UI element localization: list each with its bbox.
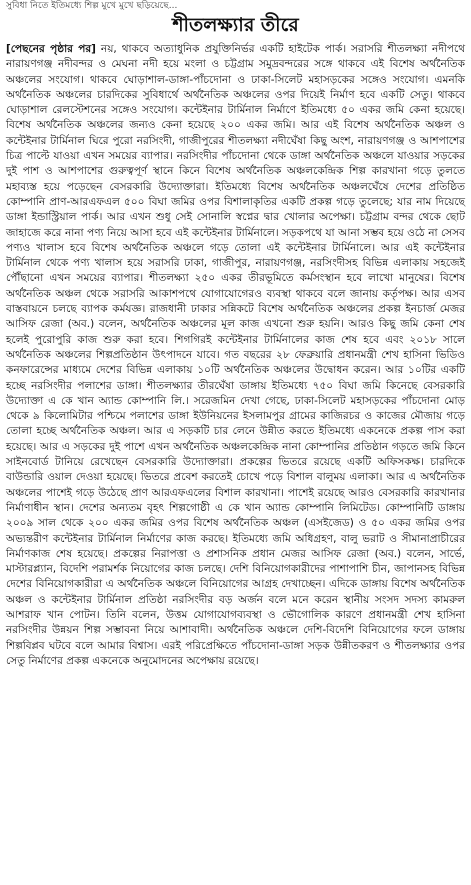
continuation-label: [পেছনের পৃষ্ঠার পর] [6,43,96,55]
article-headline: শীতলক্ষ্যার তীরে [172,14,299,36]
article-body [6,42,465,669]
article-body-text: নয়, থাকবে অত্যাধুনিক প্রযুক্তিনির্ভর একটি হাইটেক পার্ক। সরাসরি শীতলক্ষ্যা নদীপথে নারায়ণগঞ্জ নদীবন্দর ও মেঘনা নদী হয়ে মংলা ও চট্টগ্রাম সমুদ্রবন্দরের সঙ্গে থাকবে এই বিশেষ অর্থনৈতিক অঞ্চলের সংযোগ। থাকবে ঘোড়াশাল-ডাঙ্গা-পাঁচদোনা ও ঢাকা-সিলেট মহাসড়কের সঙ্গেও সংযোগ। এমনকি অর্থনৈতিক অঞ্চলের চারদিকের সুবিধার্থে অর্থনৈতিক অঞ্চলের ওপর দিয়েই নির্মাণ হবে একটি সেতু। থাকবে ঘোড়াশাল রেলস্টেশনের সঙ্গেও সংযোগ। কন্টেইনার টার্মিনাল নির্মাণে ইতিমধ্যে ৫০ একর জমি কেনা হয়েছে। বিশেষ অর্থনৈতিক অঞ্চলের জন্যও কেনা হয়েছে ২০০ একর জমি। আর এই বিশেষ অর্থনৈতিক অঞ্চল ও কন্টেইনার টার্মিনাল ঘিরে পুরো নরসিংদী, গাজীপুরের শীতলক্ষ্যা নদীঘেঁষা কিছু অংশ, নারায়ণগঞ্জ ও আশপাশের চিত্র পাল্টে যাওয়া এখন সময়ের ব্যাপার। নরসিংদীর পাঁচদোনা থেকে ডাঙ্গা অর্থনৈতিক অঞ্চলে যাওয়ার সড়কের দুই পাশ ও আশপাশের গুরুত্বপূর্ণ স্থানে কিনে বিশেষ অর্থনৈতিক অঞ্চলকেন্দ্রিক শিল্প কারখানা গড়ে তুলতে মহাব্যস্ত হয়ে পড়েছেন বেসরকারি উদ্যোক্তারা। ইতিমধ্যে বিশেষ অর্থনৈতিক অঞ্চলঘেঁষে দেশের প্রতিষ্ঠিত কোম্পানি প্রাণ-আরএফএল ৫০০ বিঘা জমির ওপর বিশালাকৃতির একটি প্রকল্প গড়ে তুলেছে; যার নাম দিয়েছে ডাঙ্গা ইন্ডাস্ট্রিয়াল পার্ক। আর এখন শুধু সেই সোনালি স্বপ্নের দ্বার খোলার অপেক্ষা। চট্টগ্রাম বন্দর থেকে ছোট জাহাজে করে নানা পণ্য নিয়ে আসা হবে এই কন্টেইনার টার্মিনালে। সড়কপথে যা আনা সম্ভব হয়ে ওঠে না সেসব পণ্যও খালাস হবে বিশেষ অর্থনৈতিক অঞ্চলে গড়ে তোলা এই কন্টেইনার টার্মিনালে। আর এই কন্টেইনার টার্মিনাল থেকে পণ্য খালাস হয়ে সরাসরি ঢাকা, গাজীপুর, নারায়ণগঞ্জ, নরসিংদীসহ বিভিন্ন এলাকায় সহজেই পৌঁছানো এখন সময়ের ব্যাপার। শীতলক্ষ্যা ২৫০ একর তীরভূমিতে কর্মসংস্থান হবে লাখো মানুষের। বিশেষ অর্থনৈতিক অঞ্চল থেকে সরাসরি আকাশপথে যোগাযোগেরও ব্যবস্থা থাকবে বলে জানায় কর্তৃপক্ষ। আর এসব বাস্তবায়নে চলছে ব্যাপক কর্মযজ্ঞ। রাজধানী ঢাকার সন্নিকটে বিশেষ অর্থনৈতিক অঞ্চলের প্রকল্প ইনচার্জ মেজর আসিফ রেজা (অব.) বলেন, অর্থনৈতিক অঞ্চলের মূল কাজ এখনো শুরু হয়নি। আরও কিছু জমি কেনা শেষ হলেই পুরোপুরি কাজ শুরু করা হবে। শিগগিরই কন্টেইনার টার্মিনালের কাজ শেষ হবে এবং ২০১৮ সালে অর্থনৈতিক অঞ্চলের শিল্পপ্রতিষ্ঠান উৎপাদনে যাবে। গত বছরের ২৮ ফেব্রুয়ারি প্রধানমন্ত্রী শেখ হাসিনা ভিডিও কনফারেন্সের মাধ্যমে দেশের বিভিন্ন এলাকায় ১০টি অর্থনৈতিক অঞ্চলের উদ্বোধন করেন। আর ১০টির একটি হচ্ছে নরসিংদীর পলাশের ডাঙ্গা। শীতলক্ষ্যার তীরঘেঁষা ডাঙ্গায় ইতিমধ্যে ৭৫০ বিঘা জমি কিনেছে বেসরকারি উদ্যোক্তা এ কে খান অ্যান্ড কোম্পানি লি.। সরেজমিন দেখা গেছে, ঢাকা-সিলেট মহাসড়কের পাঁচদোনা মোড় থেকে ৯ কিলোমিটার পশ্চিমে পলাশের ডাঙ্গা ইউনিয়নের ইসলামপুর গ্রামের কাজিরচর ও কাজের মৌজায় গড়ে তোলা হচ্ছে অর্থনৈতিক অঞ্চল। আর এ সড়কটি চার লেনে উন্নীত করতে ইতিমধ্যে একনেকে প্রকল্প পাস করা হয়েছে। আর এ সড়কের দুই পাশে এখন অর্থনৈতিক অঞ্চলকেন্দ্রিক নানা কোম্পানির প্রতিষ্ঠান গড়তে জমি কিনে সাইনবোর্ড টানিয়ে রেখেছেন বেসরকারি উদ্যোক্তারা। প্রকল্পের ভিতরে রয়েছে একটি অফিসকক্ষ। চারদিকে বাউন্ডারি ওয়াল দেওয়া হয়েছে। ভিতরে প্রবেশ করতেই চোখে পড়ে বিশাল বালুময় এলাকা। আর এ অর্থনৈতিক অঞ্চলের পাশেই গড়ে উঠেছে প্রাণ আরএফএলের বিশাল কারখানা। পাশেই রয়েছে আরও বেসরকারি কারখানার নির্মাণাধীন স্থান। দেশের অন্যতম বৃহৎ শিল্পগোষ্ঠী এ কে খান অ্যান্ড কোম্পানি লিমিটেড। কোম্পানিটি ডাঙ্গায় ২০০৯ সাল থেকে ২০০ একর জমির ওপর বিশেষ অর্থনৈতিক অঞ্চল (এসইজেড) ও ৫০ একর জমির ওপর অভ্যন্তরীণ কন্টেইনার টার্মিনাল নির্মাণের কাজ করছে। ইতিমধ্যে জমি অধিগ্রহণ, বালু ভরাট ও সীমানাপ্রাচীরের নির্মাণকাজ শেষ হয়েছে। প্রকল্পের নিরাপত্তা ও প্রশাসনিক প্রধান মেজর আসিফ রেজা (অব.) বলেন, সার্ভে, মাস্টারপ্ল্যান, বিদেশি পরামর্শক নিয়োগের কাজ চলছে। দেশি বিনিয়োগকারীদের পাশাপাশি চীন, জাপানসহ বিভিন্ন দেশের বিনিয়োগকারীরা এ অর্থনৈতিক অঞ্চলে বিনিয়োগের আগ্রহ দেখাচ্ছেন। এদিকে ডাঙ্গায় বিশেষ অর্থনৈতিক অঞ্চল ও কন্টেইনার টার্মিনাল প্রতিষ্ঠা নরসিংদীর বড় অর্জন বলে মনে করেন স্থানীয় সংসদ সদস্য কামরুল আশরাফ খান পোটন। তিনি বলেন, উত্তম যোগাযোগব্যবস্থা ও ভৌগোলিক কারণে প্রধানমন্ত্রী শেখ হাসিনা নরসিংদীর উন্নয়ন শিল্প সম্ভাবনা নিয়ে আশাবাদী। অর্থনৈতিক অঞ্চলে দেশি-বিদেশি বিনিয়োগের ফলে ডাঙ্গায় শিল্পবিপ্লব ঘটবে বলে আমার বিশ্বাস। এরই পরিপ্রেক্ষিতে পাঁচদোনা-ডাঙ্গা সড়ক উন্নীতকরণ ও শীতলক্ষ্যার ওপর সেতু নির্মাণের প্রকল্প একনেকে অনুমোদনের অপেক্ষায় রয়েছে। [6,43,465,667]
previous-text-strip: সুবিধা নিতে ইতিমধ্যে শিল্প মুখে মুখে ছড়িয়েছে... [6,1,178,11]
